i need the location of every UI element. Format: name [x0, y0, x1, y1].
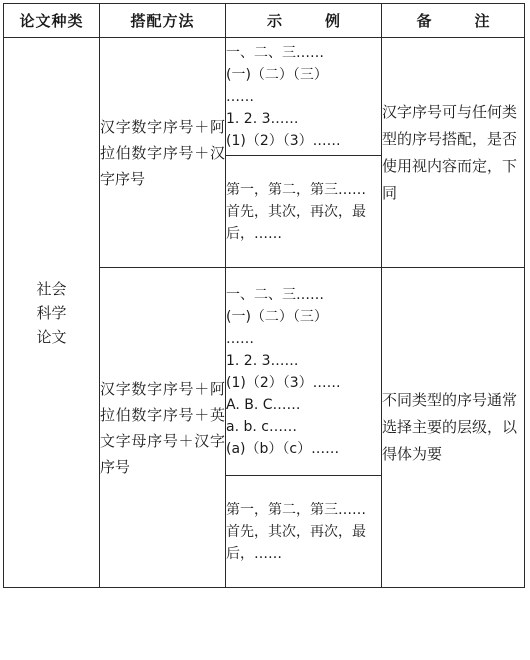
example-cell	[226, 156, 382, 268]
header-row	[4, 4, 525, 38]
example-line: (1)（2）（3）……	[226, 374, 341, 391]
category-line: 论文	[36, 327, 67, 346]
example-line: 一、二、三……	[226, 286, 324, 303]
example-line: ……	[226, 330, 254, 347]
method-cell: 汉字数字序号＋阿拉伯数字序号＋英文字母序号＋汉字序号	[100, 268, 226, 588]
example-line: 第一，第二，第三……	[226, 181, 366, 198]
example-line: 首先，其次，再次，最后，……	[226, 203, 366, 242]
example-cell	[226, 38, 382, 156]
example-line: (一)（二）（三）	[226, 66, 328, 83]
example-cell	[226, 268, 382, 476]
example-line: 1. 2. 3……	[226, 110, 299, 127]
category-line: 科学	[36, 303, 67, 322]
remark-cell: 不同类型的序号通常选择主要的层级，以得体为要	[382, 268, 525, 588]
header-example: 示 例	[226, 4, 382, 38]
remark-cell: 汉字序号可与任何类型的序号搭配，是否使用视内容而定，下同	[382, 38, 525, 268]
table-row	[4, 38, 525, 156]
example-line: (一)（二）（三）	[226, 308, 328, 325]
header-category: 论文种类	[4, 4, 100, 38]
numbering-scheme-table	[3, 3, 525, 588]
example-line: A. B. C……	[226, 396, 301, 413]
header-remark: 备 注	[382, 4, 525, 38]
category-cell	[4, 38, 100, 588]
example-line: ……	[226, 88, 254, 105]
example-cell	[226, 476, 382, 588]
header-method: 搭配方法	[100, 4, 226, 38]
example-line: a. b. c……	[226, 418, 297, 435]
example-line: 第一，第二，第三……	[226, 501, 366, 518]
example-line: 首先，其次，再次，最后，……	[226, 523, 366, 562]
example-line: (1)（2）（3）……	[226, 132, 341, 149]
method-cell: 汉字数字序号＋阿拉伯数字序号＋汉字序号	[100, 38, 226, 268]
example-line: 1. 2. 3……	[226, 352, 299, 369]
example-line: (a)（b）（c）……	[226, 440, 340, 457]
category-line: 社会	[36, 279, 67, 298]
example-line: 一、二、三……	[226, 44, 324, 61]
